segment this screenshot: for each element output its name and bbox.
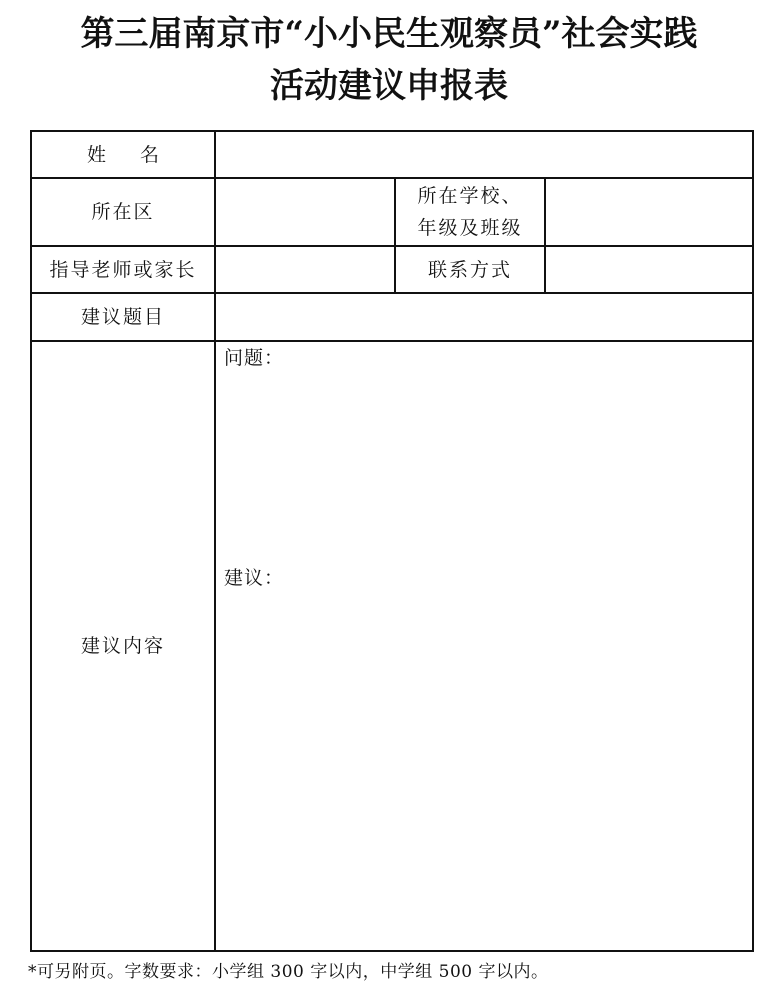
school-label-line-2: 年级及班级: [417, 217, 523, 239]
row-district-school: [31, 178, 753, 246]
topic-label: 建议题目: [31, 293, 215, 341]
name-field[interactable]: [215, 131, 753, 178]
form-title-line-1: 第三届南京市“小小民生观察员”社会实践: [80, 14, 698, 54]
row-topic: [31, 293, 753, 341]
school-grade-class-field[interactable]: [545, 178, 753, 246]
name-label: [31, 131, 215, 178]
school-label-line-1: 所在学校、: [417, 185, 523, 207]
mentor-label: 指导老师或家长: [31, 246, 215, 293]
district-field[interactable]: [215, 178, 395, 246]
school-grade-class-label: [395, 178, 545, 246]
name-label-char-2: 名: [140, 143, 160, 166]
row-content: [31, 341, 753, 951]
district-label: 所在区: [31, 178, 215, 246]
suggestion-label: 建议：: [224, 567, 285, 589]
row-name: [31, 131, 753, 178]
form-title-line-2: 活动建议申报表: [270, 66, 508, 106]
contact-label: 联系方式: [395, 246, 545, 293]
application-form-table: [30, 130, 754, 952]
row-mentor-contact: [31, 246, 753, 293]
contact-field[interactable]: [545, 246, 753, 293]
name-label-char-1: 姓: [86, 143, 106, 166]
topic-field[interactable]: [215, 293, 753, 341]
content-label: 建议内容: [31, 341, 215, 951]
footnote: *可另附页。字数要求：小学组 300 字以内，中学组 500 字以内。: [28, 962, 549, 982]
problem-label: 问题：: [224, 347, 285, 369]
content-field[interactable]: [215, 341, 753, 951]
mentor-field[interactable]: [215, 246, 395, 293]
